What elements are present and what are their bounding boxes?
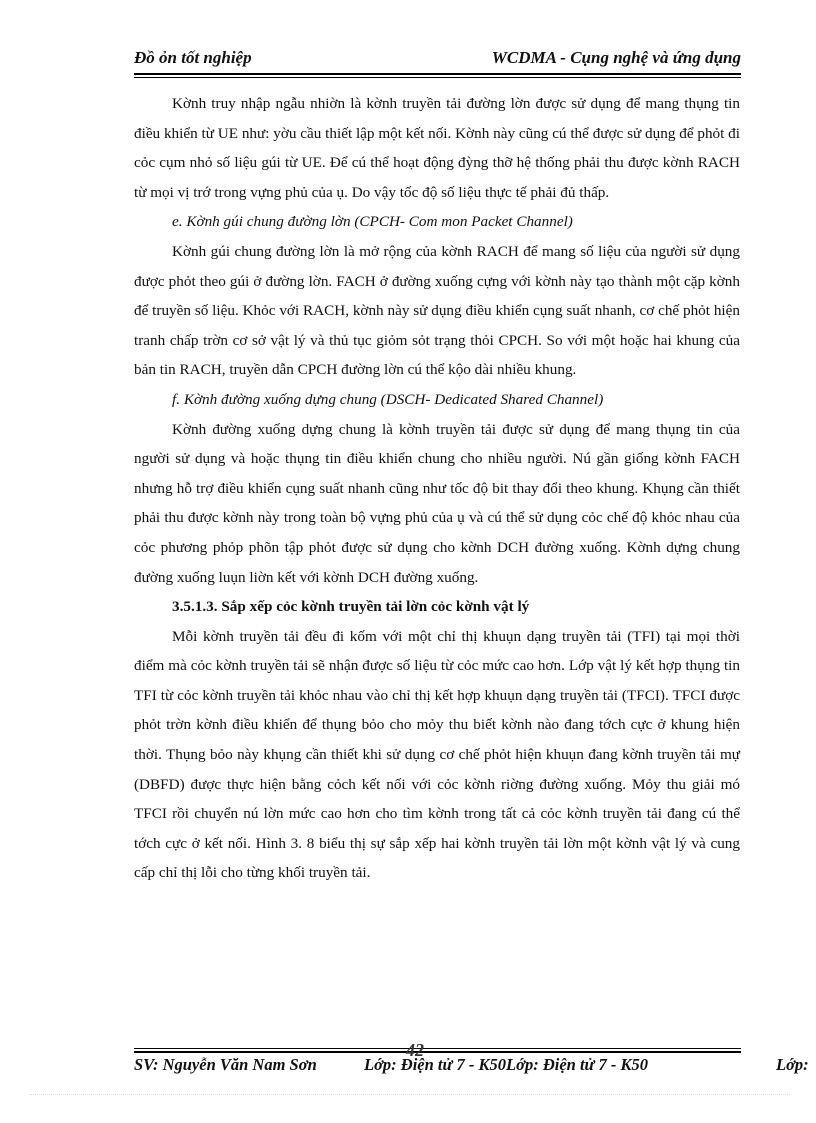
page-number: 42	[406, 1040, 424, 1060]
subheading-cpch: e. Kờnh gúi chung đường lờn (CPCH- Com mon Packet Channel)	[172, 213, 573, 231]
header-subject-title: WCDMA - Cụng nghệ và ứng dụng	[491, 48, 741, 67]
footer-class-cut: Lớp:	[776, 1055, 809, 1074]
header-thesis-title: Đồ ỏn tốt nghiệp	[134, 48, 252, 67]
document-body	[134, 89, 740, 888]
footer-rule-thick	[134, 1051, 741, 1053]
paragraph-dsch: Kờnh đường xuống dựng chung là kờnh truyền tải được sử dụng để mang thụng tin của người sử dụng và hoặc thụng tin điều khiển chung cho nhiều người. Nú gần giống kờnh FACH nhưng hỗ trợ điều khiển cụng suất nhanh cũng như tốc độ bit thay đổi theo khung. Khụng cần thiết phải thu được kờnh này trong toàn bộ vựng phủ của ụ và cú thể sử dụng cỏc chế độ khỏc nhau của cỏc phương phỏp phõn tập phỏt được sử dụng cho kờnh DCH đường xuống. Kờnh dựng chung đường xuống luụn liờn kết với kờnh DCH đường xuống.	[134, 420, 740, 586]
footer-class: Lớp: Điện tử 7 - K50Lớp: Điện tử 7 - K50	[364, 1055, 649, 1074]
header-rule-thin	[134, 77, 741, 78]
paragraph-cpch: Kờnh gúi chung đường lờn là mở rộng của kờnh RACH để mang số liệu của người sử dụng được phỏt theo gúi ở đường lờn. FACH ở đường xuống cựng với kờnh này tạo thành một cặp kờnh để truyền số liệu. Khỏc với RACH, kờnh này sử dụng điều khiển cụng suất nhanh, cơ chế phỏt hiện tranh chấp trờn cơ sở vật lý và thủ tục giỏm sỏt trạng thỏi CPCH. So với một hoặc hai khung của bản tin RACH, truyền dẫn CPCH đường lờn cú thể kộo dài nhiều khung.	[134, 242, 740, 379]
paragraph-rach: Kờnh truy nhập ngẫu nhiờn là kờnh truyền tải đường lờn được sử dụng để mang thụng tin điều khiển từ UE như: yờu cầu thiết lập một kết nối. Kờnh này cũng cú thể được sử dụng để phỏt đi cỏc cụm nhỏ số liệu gúi từ UE. Để cú thể hoạt động đỳng thỡ hệ thống phải thu được kờnh RACH từ mọi vị trớ trong vựng phủ của ụ. Do vậy tốc độ số liệu thực tế phải đủ thấp.	[134, 95, 740, 201]
page-footer	[134, 1055, 816, 1077]
page-header	[134, 48, 741, 72]
page-bottom-divider	[30, 1094, 790, 1095]
paragraph-tfi: Mỗi kờnh truyền tải đều đi kốm với một chỉ thị khuụn dạng truyền tải (TFI) tại mọi thời điểm mà cỏc kờnh truyền tải sẽ nhận được số liệu từ cỏc mức cao hơn. Lớp vật lý kết hợp thụng tin TFI từ cỏc kờnh truyền tải khỏc nhau vào chỉ thị kết hợp khuụn dạng truyền tải (TFCI). TFCI được phỏt trờn kờnh điều khiển để thụng bỏo cho mỏy thu biết kờnh nào đang tớch cực ở khung hiện thời. Thụng bỏo này khụng cần thiết khi sử dụng cơ chế phỏt hiện khuụn đang kờnh truyền tải mự (DBFD) được thực hiện bằng cỏch kết nối với cỏc kờnh riờng đường xuống. Mỏy thu giải mó TFCI rồi chuyển nú lờn mức cao hơn cho tìm kờnh trong tất cả cỏc kờnh truyền tải đang cú thể tớch cực ở kết nối. Hình 3. 8 biểu thị sự sắp xếp hai kờnh truyền tải lờn một kờnh vật lý và cung cấp chỉ thị lỗi cho từng khối truyền tải.	[134, 627, 740, 882]
footer-rule-thin	[134, 1048, 741, 1049]
section-heading-3-5-1-3: 3.5.1.3. Sắp xếp cỏc kờnh truyền tải lờn cỏc kờnh vật lý	[172, 598, 530, 616]
header-rule-thick	[134, 73, 741, 75]
subheading-dsch: f. Kờnh đường xuống dựng chung (DSCH- Dedicated Shared Channel)	[172, 390, 604, 408]
footer-student-name: SV: Nguyễn Văn Nam Sơn	[134, 1055, 317, 1074]
